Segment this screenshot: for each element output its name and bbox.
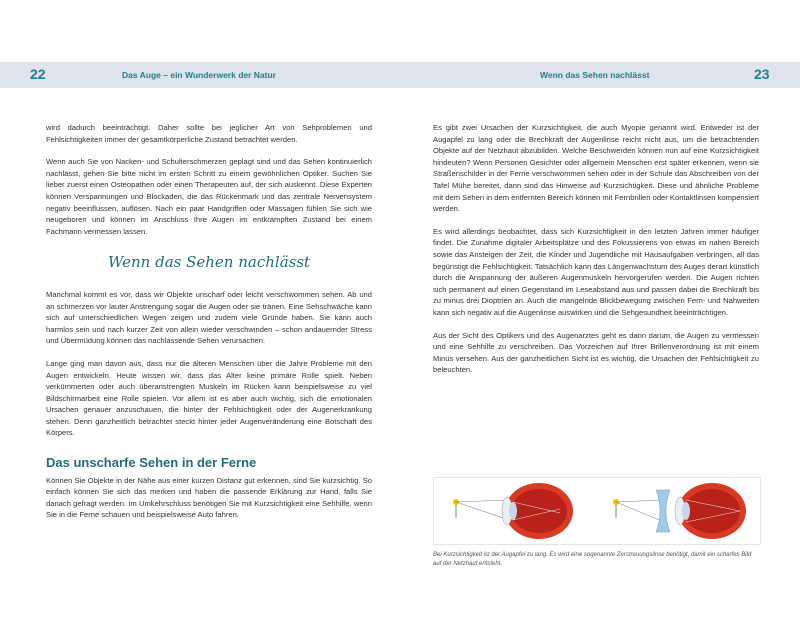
left-paragraph-3: Manchmal kommt es vor, dass wir Objekte unscharf oder leicht verschwommen sehen. Ab und an schmerzen vor lauter Anstrengung sogar die Augen oder sie tränen. Eine Sehschwäche kann sich auf unterschiedlichen Wegen zeigen und zudem viele Gründe haben. Sie kann auch harmlos sein und nach kurzer Zeit von allein wieder verschwinden – schon andauernder Stress und Übermüdung können das nachlassende Sehen verursachen. bbox=[46, 289, 372, 346]
eyeball-icon-2 bbox=[675, 483, 746, 539]
section-heading: Wenn das Sehen nachlässt bbox=[107, 253, 311, 272]
myopia-illustration bbox=[433, 477, 761, 545]
eye-diagram bbox=[434, 478, 760, 544]
left-paragraph-5: Können Sie Objekte in der Nähe aus einer kurzen Distanz gut erkennen, sind Sie kurzsichtig. So einfach können Sie sich das merken und haben die passende Erklärung zur Hand, falls Sie danach gefragt werden. Im Umkehrschluss benötigen Sie mit Kurzsichtigkeit eine Sehhilfe, wenn Sie in die Ferne schauen und beispielsweise Auto fahren. bbox=[46, 475, 372, 520]
right-running-title: Wenn das Sehen nachlässt bbox=[540, 70, 650, 80]
running-header-bar bbox=[0, 62, 800, 88]
left-running-title: Das Auge – ein Wunderwerk der Natur bbox=[122, 70, 276, 80]
right-page-number: 23 bbox=[754, 66, 770, 82]
right-paragraph-2: Es wird allerdings beobachtet, dass sich Kurzsichtigkeit in den letzten Jahren immer häufiger findet. Die Zunahme digitaler Arbeitsplätze und des Fokussierens von etwas im nahen Bereich sowie das Ansteigen der Zeit, die Kinder und Jugendliche mit Hausaufgaben verbringen, all das begünstigt die Fehlsichtigkeit. Tatsächlich kann das Längenwachstum des Auges derart künstlich durch die Anspannung der äußeren Augenmuskeln hervorgerufen werden. Die Augen richten sich permanent auf einen Gegenstand im Leseabstand aus und passen dabei die Brechkraft bis zu minus drei Dioptrien an. Auch die mangelnde Blickbewegung zwischen Fern- und Nahweiten kann sich negativ auf die Augenlinse auswirken und die Sehgesundheit beeinträchtigen. bbox=[433, 226, 759, 317]
left-paragraph-2: Wenn auch Sie von Nacken- und Schulterschmerzen geplagt sind und das Sehen kontinuierlich nachlässt, gehen Sie bitte nicht im ersten Schritt zu einem gewöhnlichen Optiker. Suchen Sie lieber zuerst einen Osteopathen oder einen Therapeuten auf, der sich auskennt. Diese Experten können Verspannungen und Blockaden, die das Rückenmark und das zentrale Nervensystem negativ beeinflussen, auflösen. Nach ein paar Handgriffen oder Massagen fühlen Sie sich wie neugeboren und können im Anschluss Ihre Augen im entkrampften Zustand bei einem Fachmann vermessen lassen. bbox=[46, 157, 372, 236]
left-paragraph-1: wird dadurch beeinträchtigt. Daher sollte bei jeglicher Art von Sehproblemen und Fehlsichtigkeiten immer der gesamtkörperliche Zustand betrachtet werden. bbox=[46, 123, 372, 144]
left-column bbox=[46, 122, 372, 532]
left-paragraph-4: Lange ging man davon aus, dass nur die älteren Menschen über die Jahre Probleme mit den Augen entwickeln. Heute wissen wir, dass das Alter keine primäre Rolle spielt. Neben verkümmerten oder auch überanstrengten Muskeln im Rücken kann beispielsweise zu viel Bildschirmarbeit eine Rolle spielen. Vor allem ist es aber auch wichtig, sich die emotionalen Ursachen genauer anzuschauen, die hinter der Fehlsichtigkeit oder der Augenerkrankung stehen. Denn ganzheitlich betrachtet steckt hinter jeder Augenveränderung eine Botschaft des Körpers. bbox=[46, 358, 372, 438]
figure-caption: Bei Kurzsichtigkeit ist der Augapfel zu lang. Es wird eine sogenannte Zerstreuungslinse benötigt, damit ein scharfes Bild auf der Netzhaut entsteht. bbox=[433, 552, 752, 567]
eyeball-icon bbox=[502, 483, 573, 539]
right-paragraph-1: Es gibt zwei Ursachen der Kurzsichtigkeit, die auch Myopie genannt wird. Entweder ist der Augapfel zu lang oder die Brechkraft der Augenlinse reicht nicht aus, um die betrachtenden Objekte auf der Netzhaut abzubilden. Welche Beschwerden können nun auf eine Kurzsichtigkeit hindeuten? Wenn Personen Gesichter oder allgemein Menschen erst später erkennen, wenn sie Straßenschilder in der Ferne verschwommen sehen oder in der Schule das Abschreiben von der Tafel Mühe bereitet, dann sind das Hinweise auf Kurzsichtigkeit. Diese und ähnliche Probleme mit dem Sehen in dem entfernten Bereich können mit Fernbrillen oder Kontaktlinsen kompensiert werden. bbox=[433, 123, 759, 214]
subsection-heading: Das unscharfe Sehen in der Ferne bbox=[46, 455, 257, 471]
right-column bbox=[433, 122, 759, 387]
right-paragraph-3: Aus der Sicht des Optikers und des Augenarztes geht es dann darum, die Augen zu vermessen und eine Sehhilfe zu verschreiben. Das Vorzeichen auf Ihrer Brillenverordnung ist mit einem Minus versehen. Aus der ganzheitlichen Sicht ist es wichtig, die Ursachen der Fehlsichtigkeit zu beleuchten. bbox=[433, 330, 759, 375]
concave-lens-icon bbox=[656, 490, 670, 532]
left-page-number: 22 bbox=[30, 66, 46, 82]
